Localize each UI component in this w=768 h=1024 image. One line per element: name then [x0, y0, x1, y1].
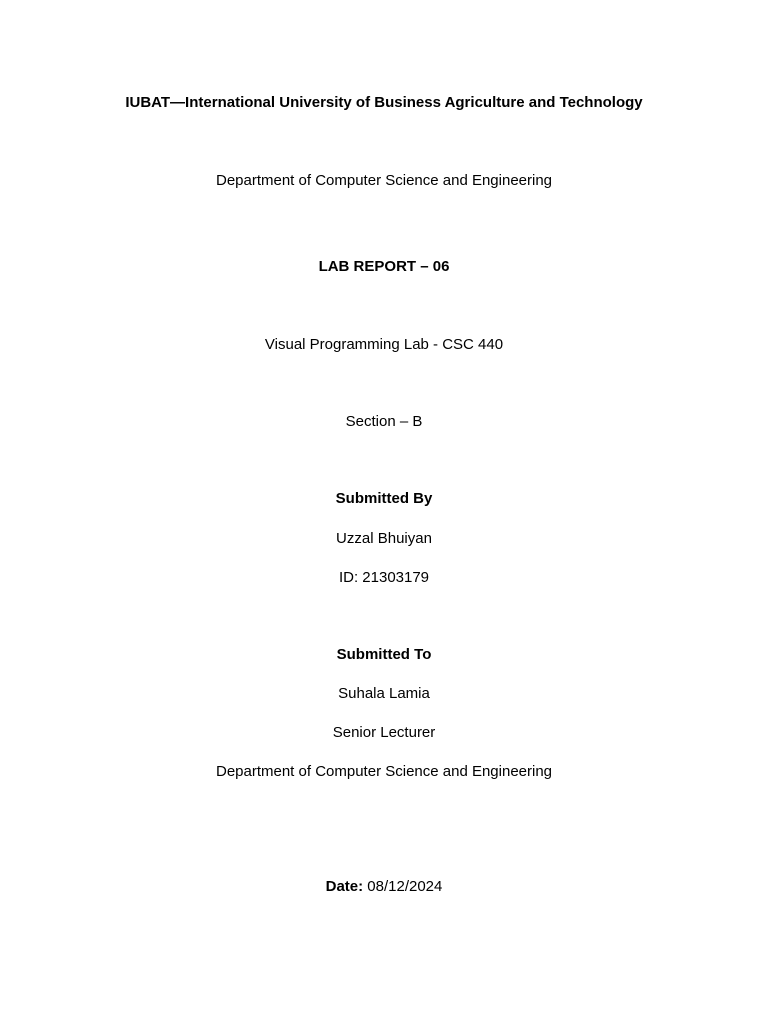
submitter-name: Uzzal Bhuiyan	[336, 530, 432, 547]
submitted-to-heading: Submitted To	[336, 646, 432, 663]
date-label: Date:	[325, 878, 364, 895]
recipient-department: Department of Computer Science and Engineering	[215, 763, 553, 780]
recipient-name: Suhala Lamia	[338, 685, 430, 702]
section: Section – B	[345, 413, 423, 430]
report-title: LAB REPORT – 06	[318, 258, 450, 275]
department-name: Department of Computer Science and Engineering	[215, 172, 553, 189]
submitted-by-heading: Submitted By	[335, 490, 433, 507]
course-name: Visual Programming Lab - CSC 440	[264, 336, 504, 353]
submitter-id: ID: 21303179	[338, 569, 430, 586]
date-value: 08/12/2024	[363, 878, 443, 895]
date-line	[0, 877, 768, 897]
university-name: IUBAT—International University of Business Agriculture and Technology	[125, 94, 643, 111]
recipient-designation: Senior Lecturer	[332, 724, 436, 741]
